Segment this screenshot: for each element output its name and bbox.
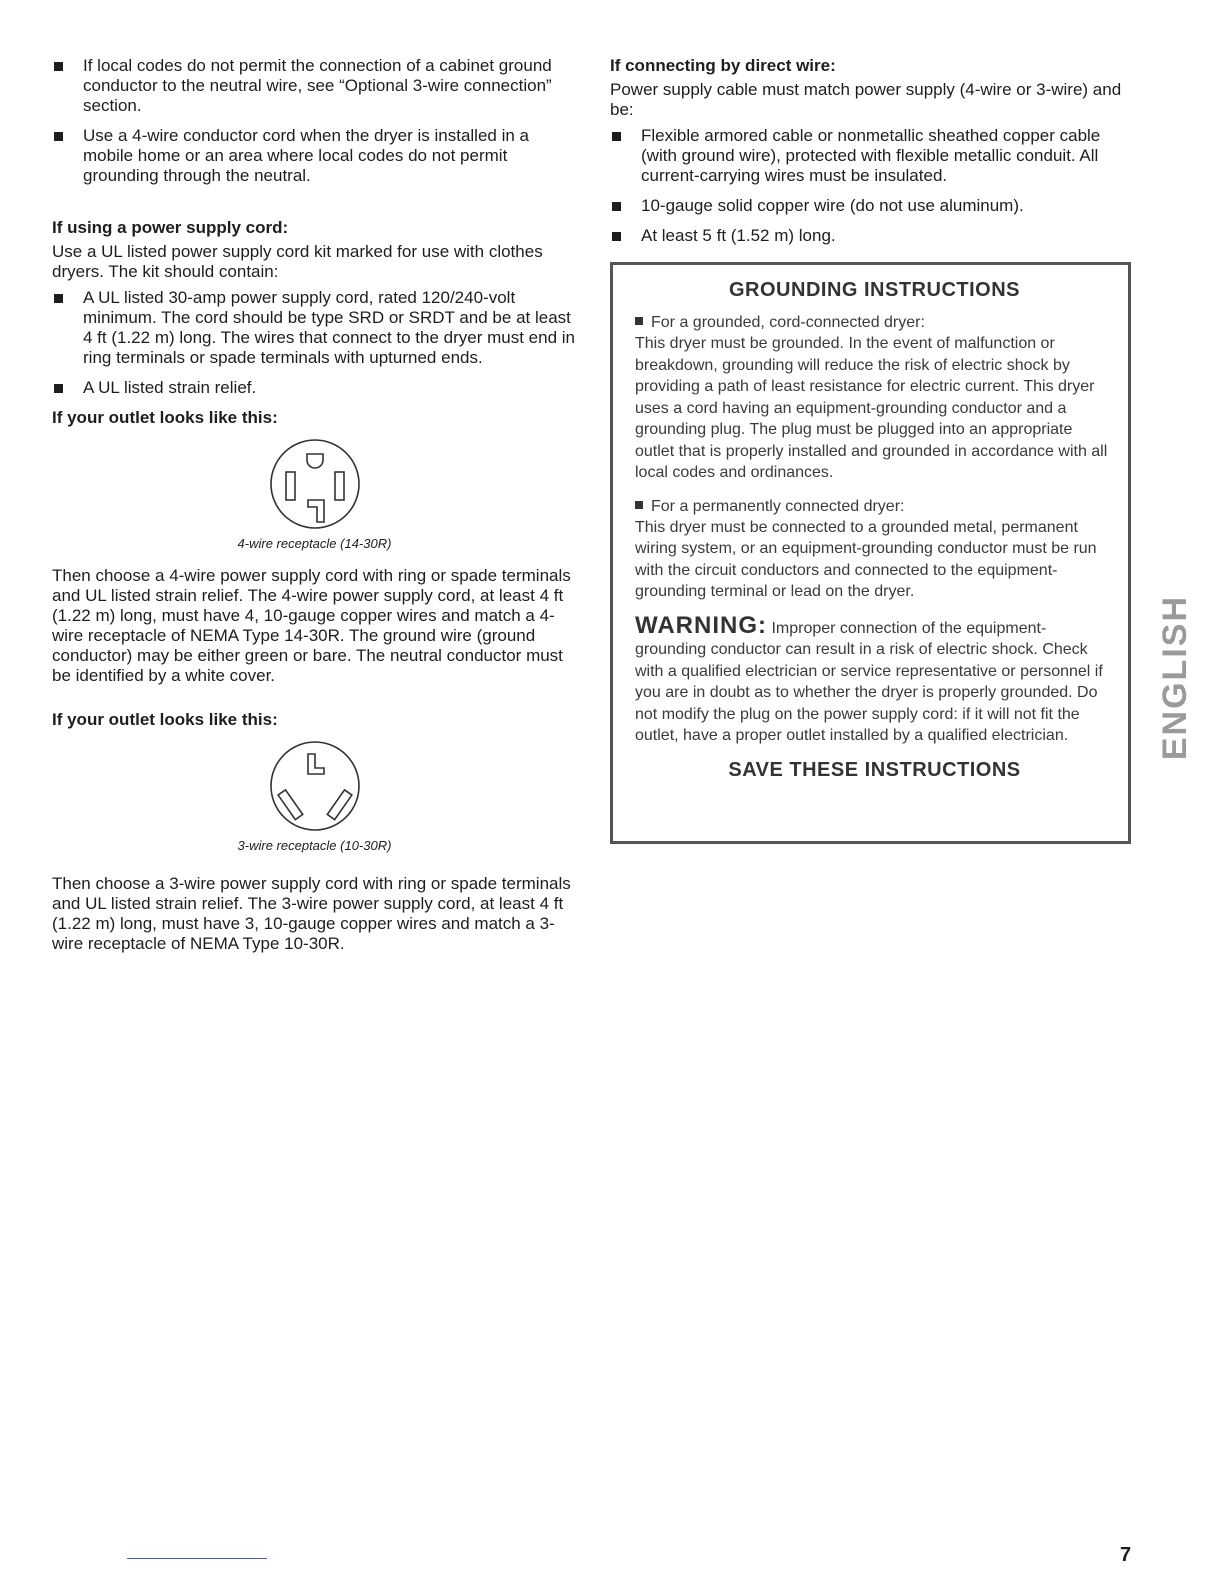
- warning-text: Improper connection of the equipment-grounding conductor can result in a risk of electric shock. Check with a qualified electrician or service representative or personnel if you are in doubt as to whether the dryer is properly grounded. Do not modify the plug on the power supply cord: if it will not fit the outlet, have a proper outlet installed by a qualified electrician.: [635, 619, 1103, 744]
- list-item: A UL listed strain relief.: [52, 378, 577, 398]
- language-side-tab: [1155, 566, 1194, 790]
- four-wire-receptacle-figure: [52, 432, 577, 552]
- direct-wire-bullet-list: [610, 126, 1135, 246]
- save-instructions-label: SAVE THESE INSTRUCTIONS: [728, 758, 1021, 781]
- left-column: [52, 56, 577, 960]
- cord-heading: If using a power supply cord:: [52, 218, 289, 237]
- cord-bullet-list: [52, 288, 577, 398]
- three-wire-receptacle-figure: [52, 734, 577, 854]
- language-tab-label: ENGLISH: [1155, 595, 1194, 761]
- list-item: Flexible armored cable or nonmetallic sheathed copper cable (with ground wire), protected with flexible metallic conduit. All current-carrying wires must be insulated.: [610, 126, 1135, 186]
- grounding-title: GROUNDING INSTRUCTIONS: [729, 279, 1020, 301]
- bullet-square-icon: [635, 317, 643, 325]
- outlet1-text: Then choose a 4-wire power supply cord with ring or spade terminals and UL listed strain relief. The 4-wire power supply cord, at least 4 ft (1.22 m) long, must have 4, 10-gauge copper wires and match a 4-wire receptacle of NEMA Type 14-30R. The ground wire (ground conductor) may be either green or bare. The neutral conductor must be identified by a white cover.: [52, 566, 571, 685]
- cord-intro: Use a UL listed power supply cord kit marked for use with clothes dryers. The kit should contain:: [52, 242, 543, 281]
- list-item: At least 5 ft (1.52 m) long.: [610, 226, 1135, 246]
- footer-rule: [127, 1558, 267, 1559]
- grounding-subheading-2: For a permanently connected dryer:: [635, 496, 1114, 517]
- grounding-paragraph-1: This dryer must be grounded. In the event of malfunction or breakdown, grounding will reduce the risk of electric shock by providing a path of least resistance for electric current. This dryer uses a cord having an equipment-grounding conductor and a grounding plug. The plug must be plugged into an appropriate outlet that is properly installed and grounded in accordance with all local codes and ordinances.: [635, 335, 1108, 481]
- right-column: [610, 56, 1135, 256]
- list-item: 10-gauge solid copper wire (do not use aluminum).: [610, 196, 1135, 216]
- list-item: A UL listed 30-amp power supply cord, rated 120/240-volt minimum. The cord should be type SRD or SRDT and be at least 4 ft (1.22 m) long. The wires that connect to the dryer must end in ring terminals or spade terminals with upturned ends.: [52, 288, 577, 368]
- outlet2-text: Then choose a 3-wire power supply cord with ring or spade terminals and UL listed strain relief. The 3-wire power supply cord, at least 4 ft (1.22 m) long, must have 3, 10-gauge copper wires and match a 3-wire receptacle of NEMA Type 10-30R.: [52, 874, 571, 953]
- four-wire-receptacle-icon: [260, 432, 370, 532]
- outlet1-heading: If your outlet looks like this:: [52, 408, 278, 427]
- direct-wire-intro: Power supply cable must match power supply (4-wire or 3-wire) and be:: [610, 80, 1122, 119]
- page-number: 7: [1120, 1544, 1132, 1566]
- grounding-paragraph-2: This dryer must be connected to a grounded metal, permanent wiring system, or an equipment-grounding conductor must be run with the circuit conductors and connected to the equipment-grounding terminal or lead on the dryer.: [635, 518, 1097, 600]
- grounding-instructions-box: [610, 262, 1131, 844]
- intro-bullet-list: [52, 56, 577, 186]
- warning-label: WARNING:: [635, 611, 767, 639]
- direct-wire-heading: If connecting by direct wire:: [610, 56, 836, 75]
- figure-caption: 4-wire receptacle (14-30R): [237, 536, 392, 551]
- list-item: If local codes do not permit the connection of a cabinet ground conductor to the neutral wire, see “Optional 3-wire connection” section.: [52, 56, 577, 116]
- three-wire-receptacle-icon: [260, 734, 370, 834]
- list-item: Use a 4-wire conductor cord when the dryer is installed in a mobile home or an area where local codes do not permit grounding through the neutral.: [52, 126, 577, 186]
- outlet2-heading: If your outlet looks like this:: [52, 710, 278, 729]
- bullet-square-icon: [635, 501, 643, 509]
- warning-statement: [635, 611, 1114, 747]
- grounding-subheading-1: For a grounded, cord-connected dryer:: [635, 312, 1114, 333]
- figure-caption: 3-wire receptacle (10-30R): [237, 838, 392, 853]
